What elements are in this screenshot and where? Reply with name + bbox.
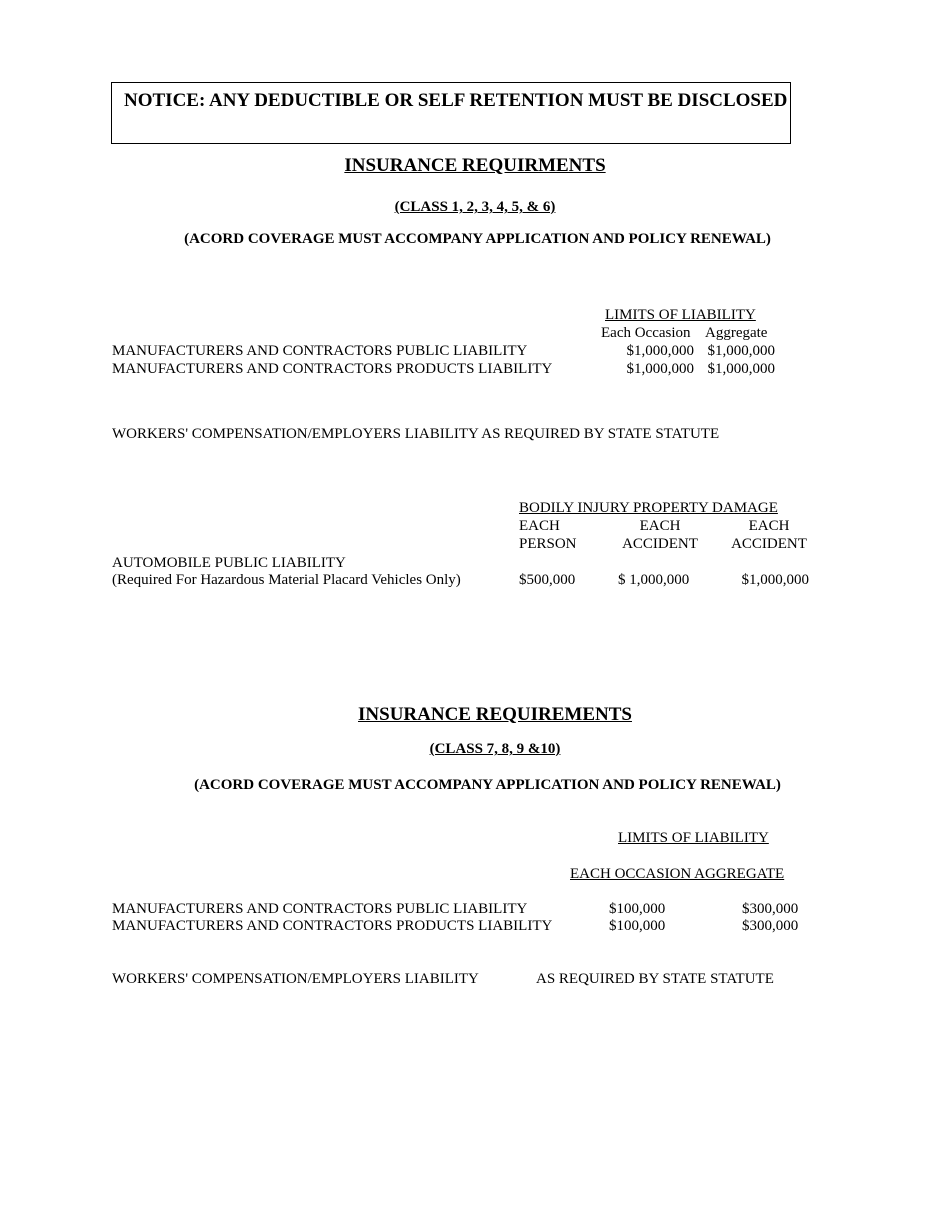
section1-limits-header: LIMITS OF LIABILITY [605, 307, 756, 323]
section2-row-aggregate: $300,000 [742, 901, 799, 917]
section2-workers-label: WORKERS' COMPENSATION/EMPLOYERS LIABILITY [112, 971, 479, 987]
section2-row-each: $100,000 [609, 918, 666, 934]
section1-acord: (ACORD COVERAGE MUST ACCOMPANY APPLICATION AND POLICY RENEWAL) [184, 231, 771, 247]
auto-col3-top: EACH [748, 518, 790, 534]
auto-col1-bottom: PERSON [519, 536, 577, 552]
section2-row-aggregate: $300,000 [742, 918, 799, 934]
auto-col2-top: EACH [639, 518, 681, 534]
section1-row-label: MANUFACTURERS AND CONTRACTORS PRODUCTS LIABILITY [112, 361, 553, 377]
section1-row-aggregate: $1,000,000 [707, 343, 775, 359]
section2-title: INSURANCE REQUIREMENTS [358, 704, 632, 725]
auto-col3-bottom: ACCIDENT [731, 536, 807, 552]
section1-row-each: $1,000,000 [626, 343, 694, 359]
section2-row-each: $100,000 [609, 901, 666, 917]
section2-row-label: MANUFACTURERS AND CONTRACTORS PUBLIC LIABILITY [112, 901, 528, 917]
auto-val-accident-pd: $1,000,000 [741, 572, 809, 588]
section2-limits-header: LIMITS OF LIABILITY [618, 830, 769, 846]
auto-col1-top: EACH [519, 518, 560, 534]
section2-acord: (ACORD COVERAGE MUST ACCOMPANY APPLICATION AND POLICY RENEWAL) [194, 777, 781, 793]
auto-header: BODILY INJURY PROPERTY DAMAGE [519, 500, 778, 516]
auto-val-person: $500,000 [519, 572, 576, 588]
section1-row-label: MANUFACTURERS AND CONTRACTORS PUBLIC LIABILITY [112, 343, 528, 359]
section1-row-aggregate: $1,000,000 [707, 361, 775, 377]
section2-classes: (CLASS 7, 8, 9 &10) [429, 741, 561, 757]
section1-col-aggregate: Aggregate [705, 325, 768, 341]
section1-row-each: $1,000,000 [626, 361, 694, 377]
section2-workers-value: AS REQUIRED BY STATE STATUTE [536, 971, 774, 987]
auto-val-accident-bi: $ 1,000,000 [618, 572, 690, 588]
section1-title: INSURANCE REQUIRMENTS [344, 155, 606, 176]
auto-label: AUTOMOBILE PUBLIC LIABILITY [112, 555, 346, 571]
section1-col-each-occasion: Each Occasion [601, 325, 691, 341]
section2-col-header: EACH OCCASION AGGREGATE [570, 866, 785, 882]
section2-row-label: MANUFACTURERS AND CONTRACTORS PRODUCTS LIABILITY [112, 918, 553, 934]
notice-text: NOTICE: ANY DEDUCTIBLE OR SELF RETENTION MUST BE DISCLOSED [124, 90, 788, 111]
section1-workers: WORKERS' COMPENSATION/EMPLOYERS LIABILITY AS REQUIRED BY STATE STATUTE [112, 426, 720, 442]
section1-classes: (CLASS 1, 2, 3, 4, 5, & 6) [394, 199, 556, 215]
auto-col2-bottom: ACCIDENT [622, 536, 698, 552]
auto-label-note: (Required For Hazardous Material Placard Vehicles Only) [112, 572, 461, 588]
